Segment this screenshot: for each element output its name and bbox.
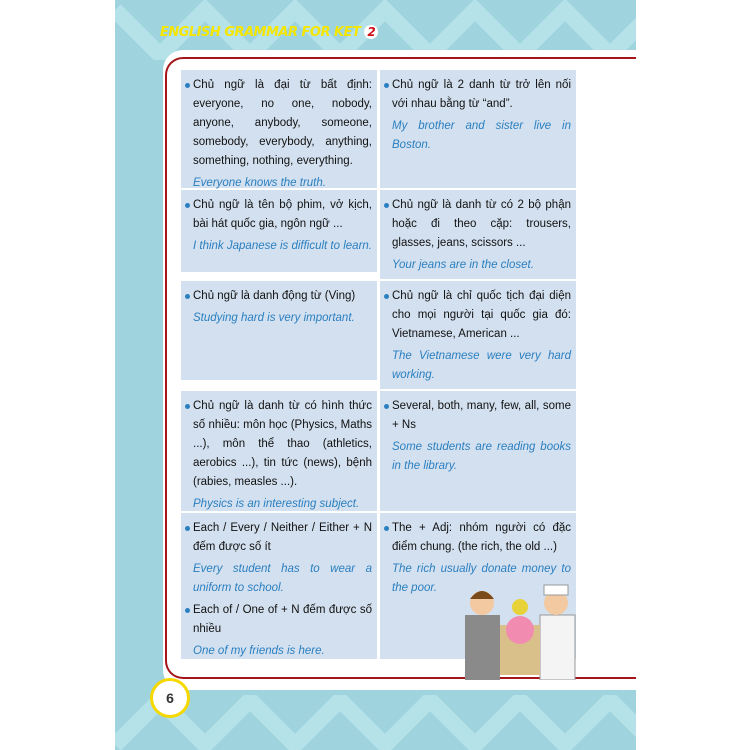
example-text: Some students are reading books in the library. xyxy=(392,441,571,472)
example-text: Every student has to wear a uniform to school. xyxy=(193,563,372,594)
rule-text: Chủ ngữ là danh từ có hình thức số nhiều: môn học (Physics, Maths ...), môn thể thao (athletics, aerobics ...), tin tức (news), bệnh (rabies, measles ...). xyxy=(193,397,372,492)
grammar-cell xyxy=(380,391,576,511)
example-text: Studying hard is very important. xyxy=(193,312,355,324)
volume-badge: 2 xyxy=(364,25,378,39)
rule-text: Several, both, many, few, all, some + Ns xyxy=(392,397,571,435)
example-text: Everyone knows the truth. xyxy=(193,177,326,189)
grammar-cell xyxy=(181,70,377,188)
grammar-cell xyxy=(181,281,377,380)
grammar-cell xyxy=(181,391,377,511)
example-text: Your jeans are in the closet. xyxy=(392,259,534,271)
rule-text: Chủ ngữ là chỉ quốc tịch đại diện cho mọi người tại quốc gia đó: Vietnamese, American ... xyxy=(392,287,571,344)
grammar-cell xyxy=(380,190,576,279)
example-text: The Vietnamese were very hard working. xyxy=(392,350,571,381)
rule-text: Chủ ngữ là danh động từ (Ving) xyxy=(193,287,372,306)
rule-text: Chủ ngữ là đại từ bất định: everyone, no one, nobody, anyone, anybody, someone, somebody, everybody, anything, something, nothing, everything. xyxy=(193,76,372,171)
rule-text: The + Adj: nhóm người có đặc điểm chung. (the rich, the old ...) xyxy=(392,519,571,557)
rule-text: Each / Every / Neither / Either + N đếm được số ít xyxy=(193,519,372,557)
zigzag-pattern-bottom xyxy=(115,695,636,750)
example-text: Physics is an interesting subject. xyxy=(193,498,360,510)
example-text: One of my friends is here. xyxy=(193,645,325,657)
grammar-cell xyxy=(181,190,377,272)
grammar-cell xyxy=(380,281,576,389)
grammar-table xyxy=(181,70,578,659)
rule-text: Chủ ngữ là danh từ có 2 bộ phận hoặc đi theo cặp: trousers, glasses, jeans, scissors ... xyxy=(392,196,571,253)
grammar-cell xyxy=(380,70,576,188)
page-number: 6 xyxy=(150,678,190,718)
example-text: My brother and sister live in Boston. xyxy=(392,120,571,151)
rule-text: Each of / One of + N đếm được số nhiều xyxy=(193,601,372,639)
donation-illustration xyxy=(460,575,580,680)
book-title: ENGLISH GRAMMAR FOR KET 2 xyxy=(160,25,378,40)
rule-text: Chủ ngữ là 2 danh từ trở lên nối với nhau bằng từ “and”. xyxy=(392,76,571,114)
example-text: I think Japanese is difficult to learn. xyxy=(193,240,372,252)
rule-text: Chủ ngữ là tên bộ phim, vở kịch, bài hát quốc gia, ngôn ngữ ... xyxy=(193,196,372,234)
example-text: The rich usually donate money to the poor. xyxy=(392,563,571,594)
grammar-cell xyxy=(181,513,377,659)
